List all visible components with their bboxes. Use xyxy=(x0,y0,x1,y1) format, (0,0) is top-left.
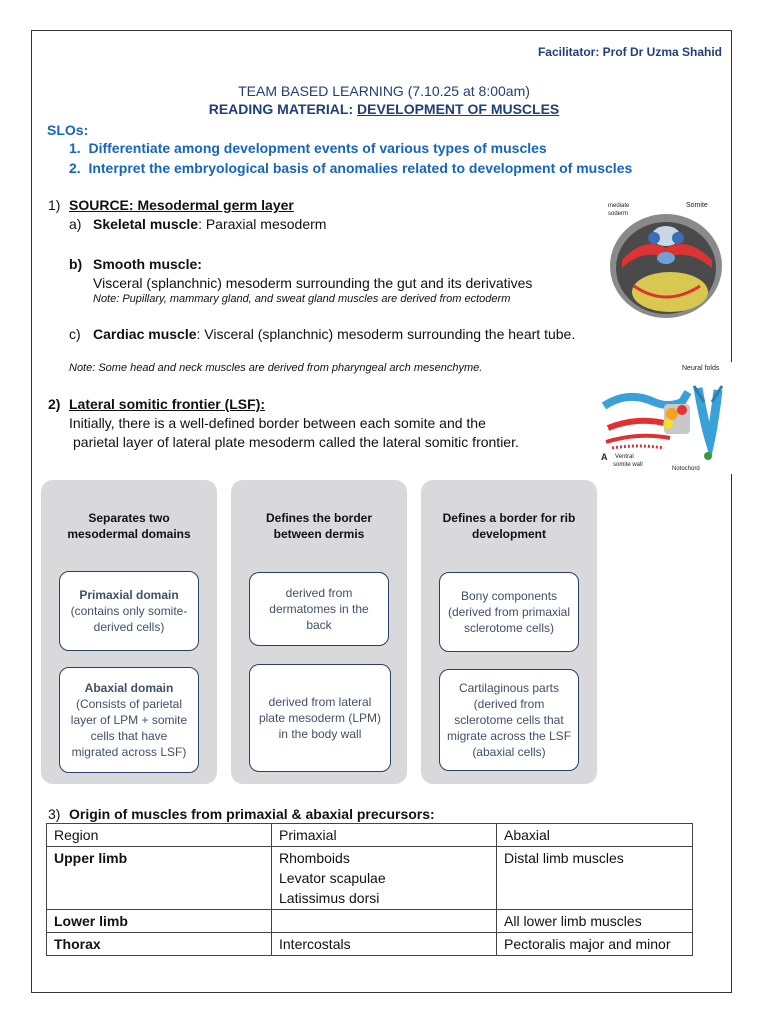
table-cell-primaxial xyxy=(272,910,497,933)
card-bony-text: Bony components (derived from primaxial sclerotome cells) xyxy=(447,589,571,635)
lsf-diagram xyxy=(598,362,732,474)
section2-line2: parietal layer of lateral plate mesoderm called the lateral somitic frontier. xyxy=(73,434,519,450)
panel-rib-border xyxy=(421,480,597,784)
table-cell-abaxial: Pectoralis major and minor xyxy=(497,933,693,956)
page-title-line1: TEAM BASED LEARNING (7.10.25 at 8:00am) xyxy=(238,83,530,99)
table-cell-region: Thorax xyxy=(47,933,272,956)
table-cell-primaxial xyxy=(272,847,497,910)
panel2-heading: Defines the border between dermis xyxy=(265,511,373,541)
table-header-cell: Primaxial xyxy=(272,824,497,847)
title-topic: DEVELOPMENT OF MUSCLES xyxy=(357,101,560,117)
section3-number: 3) xyxy=(48,806,61,822)
panel1-heading: Separates two mesodermal domains xyxy=(67,511,191,541)
title-prefix: READING MATERIAL: xyxy=(208,101,358,117)
primaxial-muscle: Rhomboids xyxy=(279,850,350,866)
card-abaxial-domain xyxy=(59,667,199,773)
card-primaxial-domain xyxy=(59,571,199,651)
slo-item-2: 2. Interpret the embryological basis of anomalies related to development of muscles xyxy=(69,160,633,176)
somite-diagram xyxy=(604,196,726,324)
table-row xyxy=(47,910,693,933)
card-cartilaginous xyxy=(439,669,579,771)
fig2-label-neural-folds: Neural folds xyxy=(682,365,720,372)
origin-table xyxy=(46,823,693,956)
item-a-marker: a) xyxy=(69,216,82,232)
fig2-label-a: A xyxy=(601,452,608,462)
card-dermatomes-text: derived from dermatomes in the back xyxy=(269,586,369,632)
section1-note: Note: Some head and neck muscles are derived from pharyngeal arch mesenchyme. xyxy=(69,362,483,374)
fig2-label-notochord: Notochord xyxy=(672,466,700,472)
item-b-text: Visceral (splanchnic) mesoderm surrounding the gut and its derivatives xyxy=(93,275,533,291)
fig2-label-ventral2: somite wall xyxy=(613,462,643,468)
table-cell-region: Lower limb xyxy=(47,910,272,933)
card-lpm-text: derived from lateral plate mesoderm (LPM) in the body wall xyxy=(258,695,382,741)
table-header-row xyxy=(47,824,693,847)
fig1-label-left: mediate xyxy=(608,203,630,209)
item-b-note: Note: Pupillary, mammary gland, and sweat gland muscles are derived from ectoderm xyxy=(93,293,511,305)
table-header-cell: Abaxial xyxy=(497,824,693,847)
primaxial-muscle: Latissimus dorsi xyxy=(279,890,380,906)
section1-heading xyxy=(69,197,294,213)
item-a-text: : Paraxial mesoderm xyxy=(198,216,327,232)
item-b-bold: Smooth muscle: xyxy=(93,256,202,272)
card-abaxial-bold: Abaxial domain xyxy=(84,681,174,695)
card-dermatomes xyxy=(249,572,389,646)
table-row xyxy=(47,933,693,956)
card-primaxial-bold: Primaxial domain xyxy=(79,588,179,602)
section2-heading: Lateral somitic frontier (LSF): xyxy=(69,396,266,412)
panel-mesodermal-domains xyxy=(41,480,217,784)
item-c-text: : Visceral (splanchnic) mesoderm surrounding the heart tube. xyxy=(196,326,576,342)
fig1-label-left2: soderm xyxy=(608,211,629,217)
table-cell-primaxial: Intercostals xyxy=(272,933,497,956)
card-bony xyxy=(439,572,579,652)
card-lpm xyxy=(249,664,391,772)
card-primaxial-text: (contains only somite-derived cells) xyxy=(70,604,188,634)
section1-heading-rest: : Mesodermal germ layer xyxy=(128,197,294,213)
item-c-marker: c) xyxy=(69,326,81,342)
table-cell-abaxial: Distal limb muscles xyxy=(497,847,693,910)
facilitator-line: Facilitator: Prof Dr Uzma Shahid xyxy=(537,45,722,59)
section3-heading: Origin of muscles from primaxial & abaxial precursors: xyxy=(69,806,435,822)
item-c-bold: Cardiac muscle xyxy=(93,326,197,342)
item-b-marker: b) xyxy=(69,256,83,272)
card-cartilaginous-text: Cartilaginous parts (derived from sclerotome cells that migrate across the LSF (abaxial cells) xyxy=(446,681,572,759)
table-row xyxy=(47,847,693,910)
table-header-cell: Region xyxy=(47,824,272,847)
panel-dermis-border xyxy=(231,480,407,784)
fig1-label-right: Somite xyxy=(686,202,708,209)
table-cell-abaxial: All lower limb muscles xyxy=(497,910,693,933)
fig2-label-ventral: Ventral xyxy=(615,454,634,460)
section1-heading-label: SOURCE xyxy=(69,197,129,213)
slo-item-1: 1. Differentiate among development events of various types of muscles xyxy=(69,140,547,156)
page-title-line2 xyxy=(0,101,768,117)
primaxial-muscle: Levator scapulae xyxy=(279,870,386,886)
item-a-bold: Skeletal muscle xyxy=(93,216,199,232)
section2-line1: Initially, there is a well-defined border between each somite and the xyxy=(69,415,486,431)
slo-heading: SLOs: xyxy=(47,122,89,138)
table-cell-region: Upper limb xyxy=(47,847,272,910)
item-c xyxy=(93,326,575,342)
section2-number: 2) xyxy=(48,396,61,412)
item-a xyxy=(93,216,326,232)
section1-number: 1) xyxy=(48,197,61,213)
panel3-heading: Defines a border for rib development xyxy=(442,511,576,541)
card-abaxial-text: (Consists of parietal layer of LPM + somite cells that have migrated across LSF) xyxy=(70,697,188,759)
